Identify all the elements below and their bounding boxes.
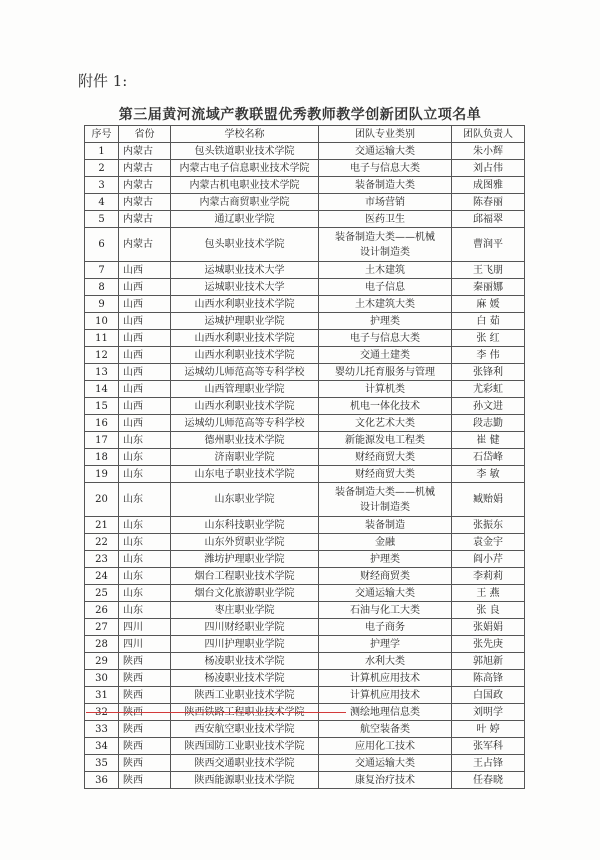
row-category: 水利大类 (319, 653, 452, 670)
row-leader: 张 红 (452, 330, 525, 347)
row-school: 山东职业学院 (171, 483, 319, 517)
table-row (85, 551, 525, 568)
row-leader: 崔 健 (452, 432, 525, 449)
row-category: 计算机应用技术 (319, 670, 452, 687)
row-category: 文化艺术大类 (319, 415, 452, 432)
row-category: 市场营销 (319, 194, 452, 211)
row-no: 3 (85, 177, 119, 194)
row-category: 金融 (319, 534, 452, 551)
row-category-line2: 设计制造类 (360, 501, 410, 513)
row-province: 山西 (119, 347, 171, 364)
row-school: 运城护理职业学院 (171, 313, 319, 330)
row-leader: 秦丽娜 (452, 279, 525, 296)
table-row (85, 296, 525, 313)
row-leader: 阎小芹 (452, 551, 525, 568)
row-school: 四川护理职业学院 (171, 636, 319, 653)
table-row (85, 364, 525, 381)
table-row (85, 534, 525, 551)
row-province: 内蒙古 (119, 228, 171, 262)
row-school: 烟台文化旅游职业学院 (171, 585, 319, 602)
row-school: 内蒙古机电职业技术学院 (171, 177, 319, 194)
row-leader: 张军科 (452, 738, 525, 755)
row-category: 机电一体化技术 (319, 398, 452, 415)
table-row (85, 653, 525, 670)
row-school: 通辽职业学院 (171, 211, 319, 228)
row-no: 2 (85, 160, 119, 177)
row-category: 交通运输大类 (319, 585, 452, 602)
row-province: 陕西 (119, 721, 171, 738)
row-category: 财经商贸大类 (319, 466, 452, 483)
row-category: 康复治疗技术 (319, 772, 452, 789)
row-province: 山西 (119, 262, 171, 279)
row-province: 内蒙古 (119, 211, 171, 228)
row-category: 电子信息 (319, 279, 452, 296)
row-category: 财经商贸大类 (319, 449, 452, 466)
row-leader: 李莉莉 (452, 568, 525, 585)
row-school: 德州职业技术学院 (171, 432, 319, 449)
header-no: 序号 (85, 126, 119, 143)
attachment-label: 附件 1: (78, 72, 128, 90)
table-row (85, 466, 525, 483)
table-row (85, 517, 525, 534)
row-no: 6 (85, 228, 119, 262)
row-category: 计算机类 (319, 381, 452, 398)
row-province: 山东 (119, 517, 171, 534)
row-no: 16 (85, 415, 119, 432)
table-row (85, 585, 525, 602)
header-province: 省份 (119, 126, 171, 143)
row-province: 内蒙古 (119, 143, 171, 160)
row-school: 山东电子职业技术学院 (171, 466, 319, 483)
row-province: 山西 (119, 381, 171, 398)
row-province: 四川 (119, 636, 171, 653)
row-no: 23 (85, 551, 119, 568)
table-row (85, 194, 525, 211)
row-province: 山西 (119, 279, 171, 296)
row-school: 陕西能源职业技术学院 (171, 772, 319, 789)
row-province: 山东 (119, 568, 171, 585)
row-category-line2: 设计制造类 (360, 246, 410, 258)
row-province: 陕西 (119, 670, 171, 687)
row-school: 山东外贸职业学院 (171, 534, 319, 551)
row-category: 土木建筑 (319, 262, 452, 279)
row-leader: 白 茹 (452, 313, 525, 330)
row-category: 婴幼儿托育服务与管理 (319, 364, 452, 381)
row-province: 陕西 (119, 772, 171, 789)
table-row (85, 432, 525, 449)
row-leader: 郭旭新 (452, 653, 525, 670)
table-row (85, 755, 525, 772)
row-category: 护理学 (319, 636, 452, 653)
row-no: 18 (85, 449, 119, 466)
row-province: 山东 (119, 551, 171, 568)
table-row (85, 738, 525, 755)
row-category-line1: 装备制造大类——机械 (335, 486, 435, 498)
row-province: 山东 (119, 466, 171, 483)
row-province: 山东 (119, 585, 171, 602)
row-leader: 臧贻娟 (452, 483, 525, 517)
row-school: 烟台工程职业技术学院 (171, 568, 319, 585)
table-row (85, 772, 525, 789)
row-no: 32 (85, 704, 119, 721)
row-no: 11 (85, 330, 119, 347)
row-category: 交通土建类 (319, 347, 452, 364)
table-row (85, 143, 525, 160)
row-province: 四川 (119, 619, 171, 636)
table-row (85, 330, 525, 347)
table-row (85, 568, 525, 585)
table-body (85, 143, 525, 789)
row-province: 陕西 (119, 653, 171, 670)
row-category: 财经商贸类 (319, 568, 452, 585)
row-category: 新能源发电工程类 (319, 432, 452, 449)
row-no: 4 (85, 194, 119, 211)
row-no: 15 (85, 398, 119, 415)
row-school: 枣庄职业学院 (171, 602, 319, 619)
table-row (85, 228, 525, 262)
row-school: 杨凌职业技术学院 (171, 670, 319, 687)
table-row (85, 160, 525, 177)
table-row (85, 347, 525, 364)
row-category: 石油与化工大类 (319, 602, 452, 619)
row-province: 山东 (119, 449, 171, 466)
row-no: 20 (85, 483, 119, 517)
row-category: 电子与信息大类 (319, 160, 452, 177)
row-leader: 邱福翠 (452, 211, 525, 228)
row-province: 山西 (119, 313, 171, 330)
row-province: 山西 (119, 330, 171, 347)
row-school: 山西水利职业技术学院 (171, 296, 319, 313)
row-no: 29 (85, 653, 119, 670)
table-row (85, 670, 525, 687)
table-row (85, 449, 525, 466)
table-row (85, 687, 525, 704)
row-school: 山西水利职业技术学院 (171, 347, 319, 364)
row-category: 护理类 (319, 551, 452, 568)
row-school: 山西水利职业技术学院 (171, 398, 319, 415)
row-leader: 麻 媛 (452, 296, 525, 313)
row-leader: 王 燕 (452, 585, 525, 602)
row-category: 装备制造大类 (319, 177, 452, 194)
table-header-row (85, 126, 525, 143)
row-leader: 朱小辉 (452, 143, 525, 160)
row-no: 1 (85, 143, 119, 160)
row-province: 山西 (119, 398, 171, 415)
row-school: 内蒙古商贸职业学院 (171, 194, 319, 211)
row-leader: 石岱峰 (452, 449, 525, 466)
document-title: 第三届黄河流域产教联盟优秀教师教学创新团队立项名单 (118, 107, 482, 123)
row-province: 山西 (119, 415, 171, 432)
row-no: 13 (85, 364, 119, 381)
row-category: 航空装备类 (319, 721, 452, 738)
row-school: 四川财经职业学院 (171, 619, 319, 636)
row-school: 包头职业技术学院 (171, 228, 319, 262)
row-school: 西安航空职业技术学院 (171, 721, 319, 738)
row-category: 交通运输大类 (319, 755, 452, 772)
row-category-line1: 装备制造大类——机械 (335, 231, 435, 243)
row-school: 山西水利职业技术学院 (171, 330, 319, 347)
row-category: 护理类 (319, 313, 452, 330)
row-leader: 张先庚 (452, 636, 525, 653)
row-no: 25 (85, 585, 119, 602)
table-row (85, 398, 525, 415)
row-no: 24 (85, 568, 119, 585)
table-row (85, 619, 525, 636)
row-province: 陕西 (119, 687, 171, 704)
row-leader: 王占锋 (452, 755, 525, 772)
table-row (85, 279, 525, 296)
row-category (319, 483, 452, 517)
row-province: 内蒙古 (119, 194, 171, 211)
row-school: 山东科技职业学院 (171, 517, 319, 534)
row-no: 10 (85, 313, 119, 330)
row-no: 28 (85, 636, 119, 653)
row-no: 12 (85, 347, 119, 364)
row-category: 电子商务 (319, 619, 452, 636)
table-row (85, 602, 525, 619)
row-leader: 刘明学 (452, 704, 525, 721)
table-row (85, 636, 525, 653)
row-school: 山西管理职业学院 (171, 381, 319, 398)
row-leader: 袁金宇 (452, 534, 525, 551)
row-school: 运城职业技术大学 (171, 262, 319, 279)
row-province: 山西 (119, 364, 171, 381)
row-leader: 张振东 (452, 517, 525, 534)
row-no: 35 (85, 755, 119, 772)
row-leader: 李 敏 (452, 466, 525, 483)
row-no: 27 (85, 619, 119, 636)
row-province: 山东 (119, 483, 171, 517)
row-no: 22 (85, 534, 119, 551)
row-school: 济南职业学院 (171, 449, 319, 466)
row-province: 山东 (119, 432, 171, 449)
row-leader: 张娟娟 (452, 619, 525, 636)
row-school: 陕西铁路工程职业技术学院 (171, 704, 319, 721)
row-school: 运城幼儿师范高等专科学校 (171, 415, 319, 432)
table-row (85, 211, 525, 228)
table-row (85, 177, 525, 194)
row-school: 陕西工业职业技术学院 (171, 687, 319, 704)
table-row (85, 415, 525, 432)
table-row (85, 381, 525, 398)
row-leader: 尤彩虹 (452, 381, 525, 398)
row-school: 潍坊护理职业学院 (171, 551, 319, 568)
row-province: 陕西 (119, 704, 171, 721)
highlight-underline (86, 712, 346, 713)
row-leader: 段志勤 (452, 415, 525, 432)
row-school: 运城幼儿师范高等专科学校 (171, 364, 319, 381)
row-leader: 成图雅 (452, 177, 525, 194)
table-row (85, 483, 525, 517)
row-leader: 李 伟 (452, 347, 525, 364)
row-province: 内蒙古 (119, 160, 171, 177)
row-no: 33 (85, 721, 119, 738)
table-row (85, 313, 525, 330)
row-no: 30 (85, 670, 119, 687)
row-category: 应用化工技术 (319, 738, 452, 755)
row-category (319, 228, 452, 262)
header-school: 学校名称 (171, 126, 319, 143)
table-row (85, 262, 525, 279)
row-category: 测绘地理信息类 (319, 704, 452, 721)
row-leader: 叶 婷 (452, 721, 525, 738)
row-leader: 陈高锋 (452, 670, 525, 687)
row-no: 21 (85, 517, 119, 534)
header-category: 团队专业类别 (319, 126, 452, 143)
row-no: 14 (85, 381, 119, 398)
team-list-table (84, 125, 525, 789)
row-school: 运城职业技术大学 (171, 279, 319, 296)
row-leader: 白国政 (452, 687, 525, 704)
row-school: 包头铁道职业技术学院 (171, 143, 319, 160)
row-category: 交通运输大类 (319, 143, 452, 160)
row-no: 34 (85, 738, 119, 755)
row-category: 土木建筑大类 (319, 296, 452, 313)
row-province: 内蒙古 (119, 177, 171, 194)
row-no: 5 (85, 211, 119, 228)
row-school: 内蒙古电子信息职业技术学院 (171, 160, 319, 177)
table-row (85, 721, 525, 738)
row-leader: 王飞朋 (452, 262, 525, 279)
row-no: 19 (85, 466, 119, 483)
row-school: 陕西交通职业技术学院 (171, 755, 319, 772)
row-no: 9 (85, 296, 119, 313)
row-leader: 曹润平 (452, 228, 525, 262)
row-category: 电子与信息大类 (319, 330, 452, 347)
row-school: 陕西国防工业职业技术学院 (171, 738, 319, 755)
row-category: 计算机应用技术 (319, 687, 452, 704)
row-no: 31 (85, 687, 119, 704)
row-no: 17 (85, 432, 119, 449)
row-no: 7 (85, 262, 119, 279)
row-leader: 张锋利 (452, 364, 525, 381)
row-school: 杨凌职业技术学院 (171, 653, 319, 670)
row-leader: 刘占伟 (452, 160, 525, 177)
row-leader: 陈春丽 (452, 194, 525, 211)
row-province: 山西 (119, 296, 171, 313)
row-leader: 孙文进 (452, 398, 525, 415)
row-category: 医药卫生 (319, 211, 452, 228)
row-no: 26 (85, 602, 119, 619)
row-leader: 张 良 (452, 602, 525, 619)
row-no: 8 (85, 279, 119, 296)
row-no: 36 (85, 772, 119, 789)
row-province: 山东 (119, 602, 171, 619)
row-leader: 任春晓 (452, 772, 525, 789)
header-leader: 团队负责人 (452, 126, 525, 143)
row-province: 山东 (119, 534, 171, 551)
row-category: 装备制造 (319, 517, 452, 534)
row-province: 陕西 (119, 755, 171, 772)
row-province: 陕西 (119, 738, 171, 755)
